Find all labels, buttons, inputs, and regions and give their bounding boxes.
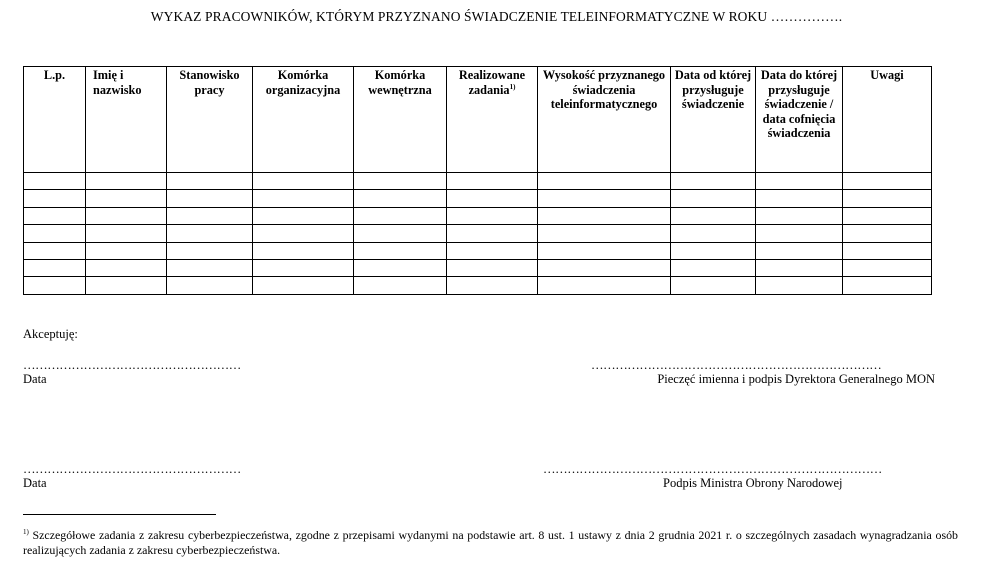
table-cell bbox=[756, 259, 843, 276]
table-cell bbox=[756, 207, 843, 224]
table-cell bbox=[86, 225, 167, 242]
table-cell bbox=[354, 190, 447, 207]
table-cell bbox=[167, 173, 253, 190]
table-cell bbox=[167, 190, 253, 207]
table-cell bbox=[253, 173, 354, 190]
table-row bbox=[24, 173, 932, 190]
table-cell bbox=[538, 173, 671, 190]
table-cell bbox=[24, 225, 86, 242]
table-cell bbox=[843, 225, 932, 242]
header-tasks-label: Realizowane zadania bbox=[458, 68, 526, 97]
director-signature-label: Pieczęć imienna i podpis Dyrektora Generalnego MON bbox=[657, 372, 935, 386]
table-cell bbox=[167, 207, 253, 224]
table-cell bbox=[756, 190, 843, 207]
accept-label: Akceptuję: bbox=[23, 327, 78, 341]
header-date-from: Data od której przysługuje świadczenie bbox=[671, 67, 756, 173]
table-cell bbox=[843, 242, 932, 259]
table-cell bbox=[24, 242, 86, 259]
table-cell bbox=[354, 259, 447, 276]
minister-signature-line: ………………………………………………………………………… bbox=[543, 462, 882, 476]
employee-table bbox=[23, 66, 932, 295]
document-title: WYKAZ PRACOWNIKÓW, KTÓRYM PRZYZNANO ŚWIADCZENIE TELEINFORMATYCZNE W ROKU ……………. bbox=[150, 9, 843, 24]
table-cell bbox=[756, 173, 843, 190]
table-row bbox=[24, 207, 932, 224]
table-cell bbox=[756, 225, 843, 242]
header-tasks bbox=[447, 67, 538, 173]
table-cell bbox=[86, 190, 167, 207]
table-cell bbox=[253, 207, 354, 224]
table-cell bbox=[843, 277, 932, 294]
table-cell bbox=[24, 173, 86, 190]
table-cell bbox=[447, 190, 538, 207]
table-cell bbox=[354, 277, 447, 294]
header-date-to: Data do której przysługuje świadczenie / data cofnięcia świadczenia bbox=[756, 67, 843, 173]
table-cell bbox=[671, 207, 756, 224]
table-row bbox=[24, 277, 932, 294]
table-cell bbox=[671, 225, 756, 242]
table-cell bbox=[538, 225, 671, 242]
date-line-2: ……………………………………………… bbox=[23, 462, 241, 476]
table-cell bbox=[538, 277, 671, 294]
table-row bbox=[24, 259, 932, 276]
table-cell bbox=[447, 242, 538, 259]
table-cell bbox=[671, 190, 756, 207]
table-cell bbox=[843, 259, 932, 276]
table-header-row bbox=[24, 67, 932, 173]
table-cell bbox=[538, 190, 671, 207]
header-remarks: Uwagi bbox=[843, 67, 932, 173]
footnote bbox=[23, 525, 958, 558]
table-cell bbox=[24, 207, 86, 224]
table-cell bbox=[671, 277, 756, 294]
table-cell bbox=[756, 277, 843, 294]
table-cell bbox=[253, 190, 354, 207]
table-cell bbox=[24, 259, 86, 276]
table-cell bbox=[538, 242, 671, 259]
table-cell bbox=[253, 259, 354, 276]
table-cell bbox=[167, 259, 253, 276]
table-cell bbox=[354, 242, 447, 259]
footnote-text: Szczegółowe zadania z zakresu cyberbezpieczeństwa, zgodne z przepisami wydanymi na podstawie art. 8 ust. 1 ustawy z dnia 2 grudnia 2021 r. o szczególnych zasadach wynagradzania osób realizujących zadania z zakresu cyberbezpieczeństwa. bbox=[23, 527, 958, 557]
table-cell bbox=[447, 277, 538, 294]
table-cell bbox=[538, 207, 671, 224]
table-cell bbox=[86, 242, 167, 259]
minister-signature-label: Podpis Ministra Obrony Narodowej bbox=[663, 476, 843, 490]
table-cell bbox=[671, 259, 756, 276]
table-cell bbox=[354, 225, 447, 242]
table-cell bbox=[167, 225, 253, 242]
date-line-1: ……………………………………………… bbox=[23, 358, 241, 372]
header-org-unit: Komórka organizacyjna bbox=[253, 67, 354, 173]
table-cell bbox=[24, 277, 86, 294]
header-position: Stanowisko pracy bbox=[167, 67, 253, 173]
director-signature-line: ……………………………………………………………… bbox=[591, 358, 882, 372]
date-label-2: Data bbox=[23, 476, 47, 490]
table-cell bbox=[447, 259, 538, 276]
table-row bbox=[24, 190, 932, 207]
table-cell bbox=[86, 277, 167, 294]
table-body bbox=[24, 173, 932, 295]
table-cell bbox=[253, 225, 354, 242]
table-cell bbox=[447, 173, 538, 190]
header-name: Imię i nazwisko bbox=[86, 67, 167, 173]
table-cell bbox=[86, 259, 167, 276]
table-cell bbox=[253, 242, 354, 259]
footnote-separator bbox=[23, 514, 216, 515]
table-cell bbox=[447, 207, 538, 224]
table-cell bbox=[354, 207, 447, 224]
header-internal-unit: Komórka wewnętrzna bbox=[354, 67, 447, 173]
table-row bbox=[24, 242, 932, 259]
table-cell bbox=[167, 242, 253, 259]
table-cell bbox=[843, 207, 932, 224]
table-cell bbox=[354, 173, 447, 190]
table-cell bbox=[86, 207, 167, 224]
table-cell bbox=[671, 242, 756, 259]
footnote-marker: 1) bbox=[23, 528, 29, 536]
header-amount: Wysokość przyznanego świadczenia teleinformatycznego bbox=[538, 67, 671, 173]
table-cell bbox=[843, 190, 932, 207]
table-row bbox=[24, 225, 932, 242]
header-lp: L.p. bbox=[24, 67, 86, 173]
table-cell bbox=[86, 173, 167, 190]
table-cell bbox=[447, 225, 538, 242]
table-cell bbox=[671, 173, 756, 190]
table-cell bbox=[843, 173, 932, 190]
table-cell bbox=[253, 277, 354, 294]
header-tasks-footnote-marker: 1) bbox=[509, 82, 516, 91]
table-cell bbox=[24, 190, 86, 207]
table-cell bbox=[538, 259, 671, 276]
table-cell bbox=[756, 242, 843, 259]
table-cell bbox=[167, 277, 253, 294]
date-label-1: Data bbox=[23, 372, 47, 386]
